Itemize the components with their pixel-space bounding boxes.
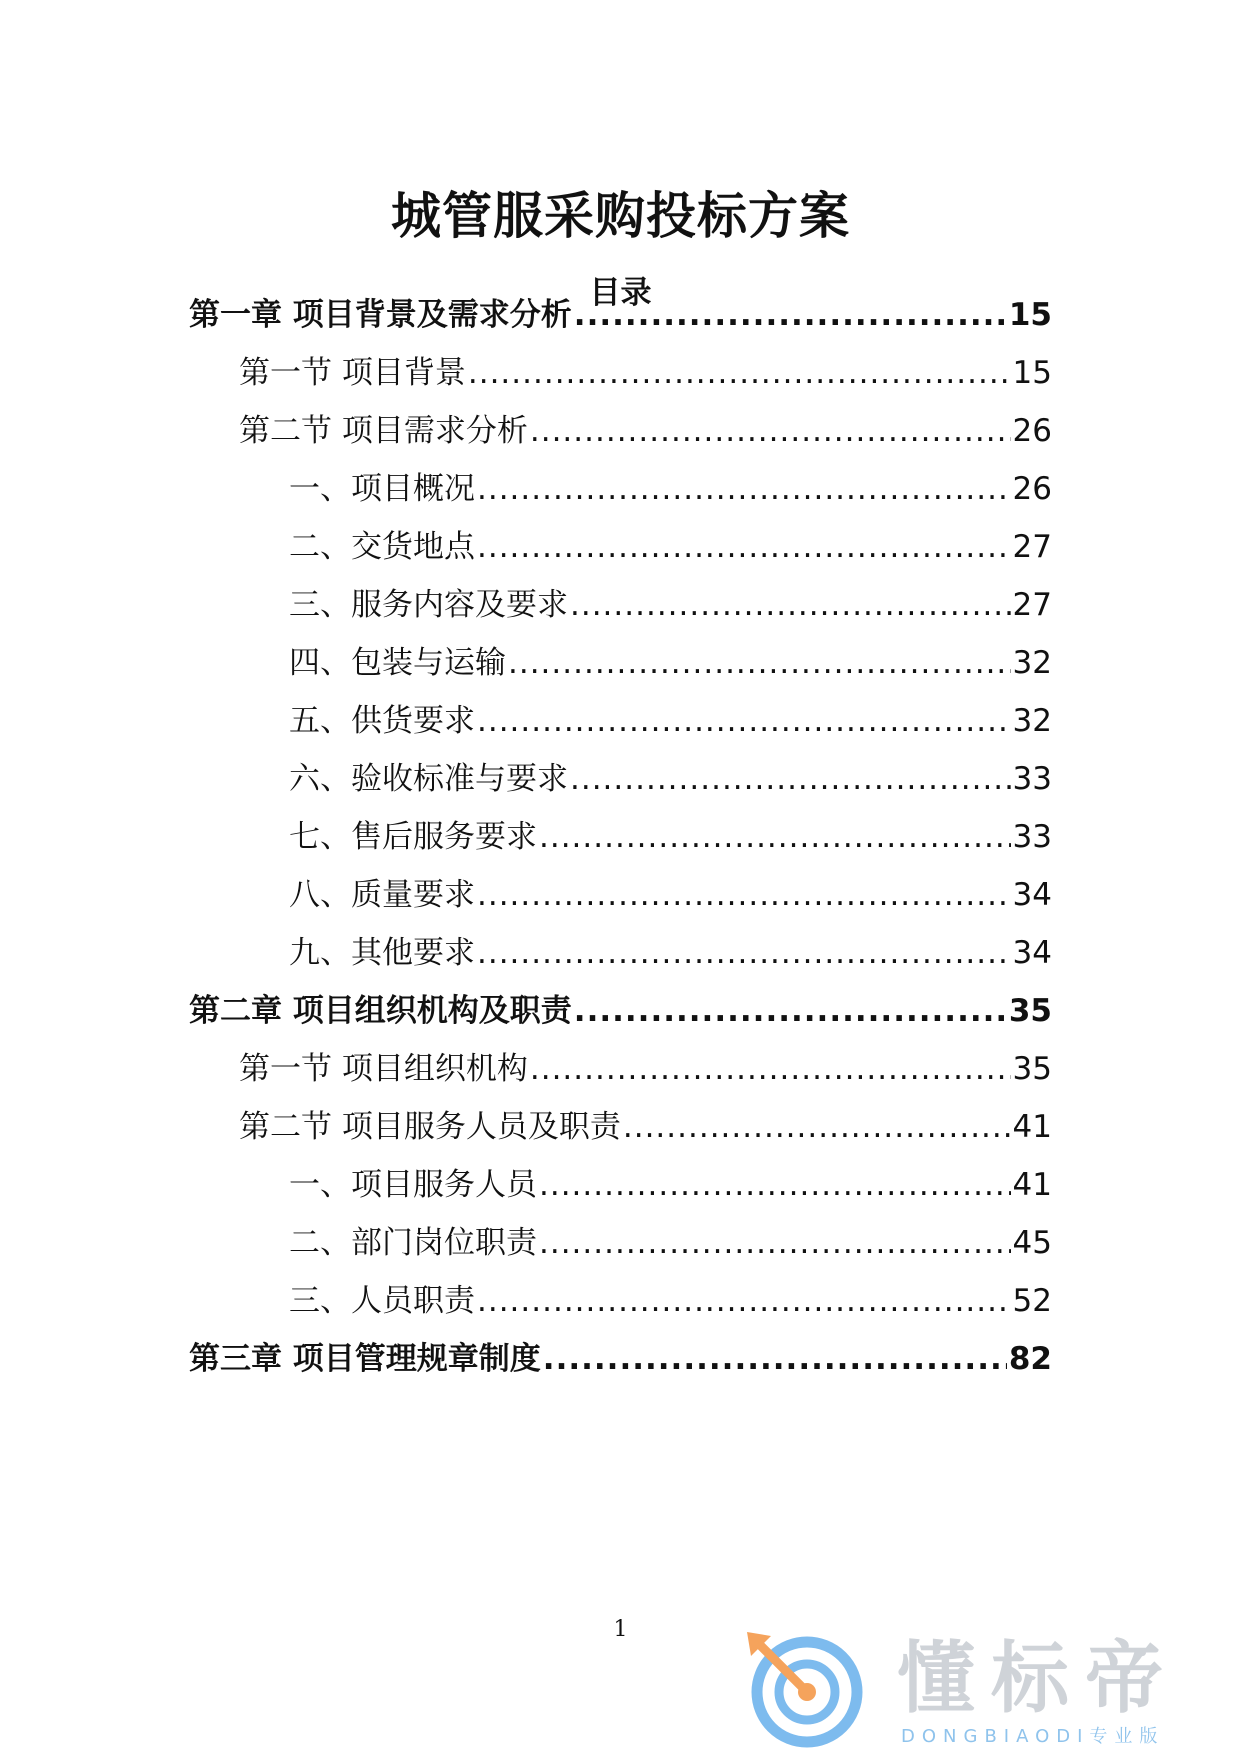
toc-dot-leader xyxy=(539,815,1011,859)
watermark-brand: 懂标帝 xyxy=(897,1634,1180,1724)
toc-dot-leader xyxy=(530,1047,1011,1091)
toc-entry-page: 32 xyxy=(1012,645,1052,681)
toc-entry-page: 27 xyxy=(1012,587,1052,623)
toc-dot-leader xyxy=(477,525,1011,569)
toc-dot-leader xyxy=(570,757,1011,801)
toc-entry-page: 32 xyxy=(1012,703,1052,739)
toc-entry-item[interactable] xyxy=(289,699,1052,743)
toc-entry-page: 26 xyxy=(1012,413,1052,449)
toc-dot-leader xyxy=(543,1337,1007,1381)
page-number: 1 xyxy=(613,1617,628,1642)
toc-entry-item[interactable] xyxy=(289,583,1052,627)
toc-entry-page: 35 xyxy=(1012,1051,1052,1087)
toc-dot-leader xyxy=(508,641,1011,685)
toc-entry-label: 第一章 项目背景及需求分析 xyxy=(189,297,572,333)
toc-entry-page: 26 xyxy=(1012,471,1052,507)
toc-entry-section[interactable] xyxy=(239,1047,1052,1091)
toc-entry-page: 33 xyxy=(1012,761,1052,797)
toc-entry-section[interactable] xyxy=(239,409,1052,453)
toc-entry-label: 第三章 项目管理规章制度 xyxy=(189,1341,541,1377)
toc-dot-leader xyxy=(623,1105,1011,1149)
toc-dot-leader xyxy=(539,1163,1011,1207)
toc-dot-leader xyxy=(477,699,1011,743)
toc-entry-page: 27 xyxy=(1012,529,1052,565)
toc-heading: 目录 xyxy=(589,275,652,311)
toc-entry-item[interactable] xyxy=(289,467,1052,511)
toc-entry-page: 45 xyxy=(1012,1225,1052,1261)
toc-entry-label: 七、售后服务要求 xyxy=(289,819,537,855)
toc-entry-chapter-2[interactable] xyxy=(189,989,1052,1033)
toc-entry-label: 六、验收标准与要求 xyxy=(289,761,568,797)
toc-entry-page: 52 xyxy=(1012,1283,1052,1319)
toc-entry-item[interactable] xyxy=(289,1279,1052,1323)
toc-entry-label: 第二章 项目组织机构及职责 xyxy=(189,993,572,1029)
toc-dot-leader xyxy=(477,931,1011,975)
toc-entry-item[interactable] xyxy=(289,641,1052,685)
toc-entry-item[interactable] xyxy=(289,757,1052,801)
toc-dot-leader xyxy=(574,293,1007,337)
toc-entry-label: 三、服务内容及要求 xyxy=(289,587,568,623)
toc-dot-leader xyxy=(477,467,1011,511)
toc-entry-section[interactable] xyxy=(239,1105,1052,1149)
toc-entry-label: 第一节 项目背景 xyxy=(239,355,466,391)
watermark-subtitle: DONGBIAODI专业版 xyxy=(901,1726,1165,1747)
toc-entry-item[interactable] xyxy=(289,873,1052,917)
toc-entry-page: 41 xyxy=(1012,1167,1052,1203)
toc-entry-label: 第二节 项目服务人员及职责 xyxy=(239,1109,621,1145)
document-title: 城管服采购投标方案 xyxy=(391,187,850,245)
toc-entry-item[interactable] xyxy=(289,931,1052,975)
toc-entry-label: 第二节 项目需求分析 xyxy=(239,413,528,449)
toc-entry-label: 一、项目概况 xyxy=(289,471,475,507)
toc-dot-leader xyxy=(477,873,1011,917)
toc-entry-page: 15 xyxy=(1012,355,1052,391)
toc-entry-label: 八、质量要求 xyxy=(289,877,475,913)
toc-entry-chapter-3[interactable] xyxy=(189,1337,1052,1381)
toc-entry-label: 九、其他要求 xyxy=(289,935,475,971)
toc-dot-leader xyxy=(539,1221,1011,1265)
toc-entry-label: 四、包装与运输 xyxy=(289,645,506,681)
toc-entry-page: 35 xyxy=(1008,993,1052,1029)
toc-dot-leader xyxy=(570,583,1011,627)
toc-entry-label: 二、部门岗位职责 xyxy=(289,1225,537,1261)
toc-entry-item[interactable] xyxy=(289,1163,1052,1207)
toc-entry-section[interactable] xyxy=(239,351,1052,395)
toc-entry-page: 41 xyxy=(1012,1109,1052,1145)
target-arrow-icon xyxy=(745,1630,865,1750)
toc-entry-label: 一、项目服务人员 xyxy=(289,1167,537,1203)
toc-entry-item[interactable] xyxy=(289,815,1052,859)
toc-entry-label: 五、供货要求 xyxy=(289,703,475,739)
watermark xyxy=(745,1630,1215,1750)
toc-entry-label: 第一节 项目组织机构 xyxy=(239,1051,528,1087)
toc-dot-leader xyxy=(477,1279,1011,1323)
toc-entry-page: 15 xyxy=(1008,297,1052,333)
toc-dot-leader xyxy=(574,989,1007,1033)
toc-entry-chapter-1[interactable] xyxy=(189,293,1052,337)
toc-entry-page: 34 xyxy=(1012,935,1052,971)
toc-entry-page: 34 xyxy=(1012,877,1052,913)
toc-dot-leader xyxy=(468,351,1011,395)
toc-entry-item[interactable] xyxy=(289,525,1052,569)
toc-entry-label: 二、交货地点 xyxy=(289,529,475,565)
toc-entry-page: 82 xyxy=(1008,1341,1052,1377)
toc-entry-page: 33 xyxy=(1012,819,1052,855)
toc-dot-leader xyxy=(530,409,1011,453)
toc-entry-item[interactable] xyxy=(289,1221,1052,1265)
toc-entry-label: 三、人员职责 xyxy=(289,1283,475,1319)
